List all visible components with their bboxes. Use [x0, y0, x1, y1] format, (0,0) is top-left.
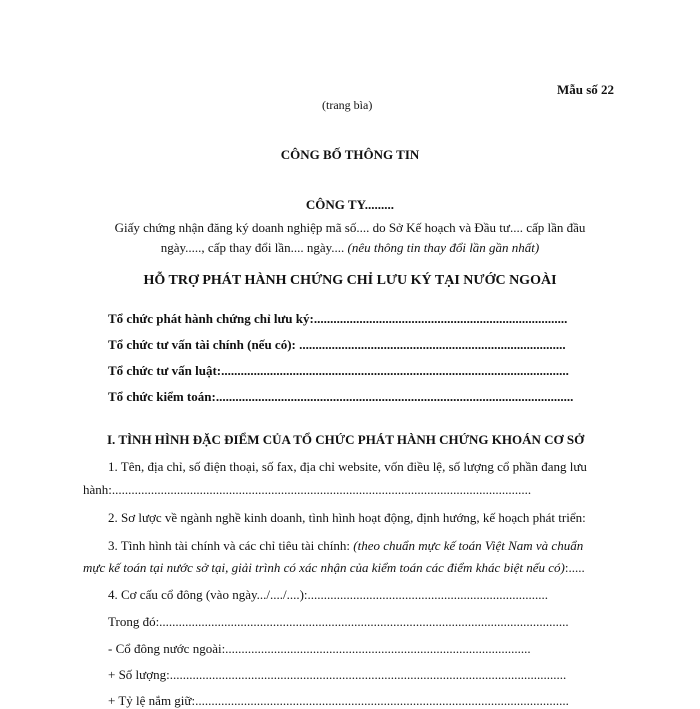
item-4: 4. Cơ cấu cổ đông (vào ngày.../..../....):..........................................................................	[108, 587, 549, 602]
cover-note: (trang bìa)	[322, 98, 373, 112]
sub-title: HỖ TRỢ PHÁT HÀNH CHỨNG CHỈ LƯU KÝ TẠI NƯỚC NGOÀI	[143, 273, 557, 288]
item-2: 2. Sơ lược về ngành nghề kinh doanh, tình hình hoạt động, định hướng, kế hoạch phát triển:	[108, 510, 586, 525]
item-3-line-1: 3. Tình hình tài chính và các chỉ tiêu tài chính: (theo chuẩn mực kế toán Việt Nam và chuẩn	[108, 538, 584, 553]
registration-line-1: Giấy chứng nhận đăng ký doanh nghiệp mã số.... do Sở Kế hoạch và Đầu tư.... cấp lần đầu	[114, 220, 586, 235]
section-1-title: I. TÌNH HÌNH ĐẶC ĐIỂM CỦA TỔ CHỨC PHÁT HÀNH CHỨNG KHOÁN CƠ SỞ	[107, 432, 585, 447]
org-auditor: Tổ chức kiểm toán:..............................................................................................................	[108, 389, 574, 404]
main-title: CÔNG BỐ THÔNG TIN	[280, 147, 420, 162]
ratio-line: + Tỷ lệ nắm giữ:...................................................................................................................	[108, 693, 569, 708]
org-depository-issuer: Tổ chức phát hành chứng chỉ lưu ký:..............................................................................	[108, 311, 568, 326]
item-1-line-2: hành:.................................................................................................................................	[83, 482, 532, 497]
trong-do-line: Trong đó:..............................................................................................................................	[108, 614, 569, 629]
item-3-line-2: mực kế toán tại nước sở tại, giải trình có xác nhận của kiểm toán các điểm khác biệt nếu có):.....	[83, 560, 585, 575]
registration-line-2: ngày....., cấp thay đổi lần.... ngày.... (nêu thông tin thay đổi lần gần nhất)	[160, 240, 540, 255]
form-number: Mẫu số 22	[557, 82, 615, 97]
foreign-shareholders-line: - Cổ đông nước ngoài:..............................................................................................	[108, 641, 531, 656]
org-financial-advisor: Tổ chức tư vấn tài chính (nếu có): ..................................................................................	[108, 337, 566, 352]
quantity-line: + Số lượng:..........................................................................................................................	[108, 667, 567, 682]
item-1-line-1: 1. Tên, địa chỉ, số điện thoại, số fax, địa chỉ website, vốn điều lệ, số lượng cổ phần đang lưu	[108, 459, 587, 474]
company-name: CÔNG TY.........	[305, 197, 395, 212]
org-legal-advisor: Tổ chức tư vấn luật:...........................................................................................................	[108, 363, 569, 378]
